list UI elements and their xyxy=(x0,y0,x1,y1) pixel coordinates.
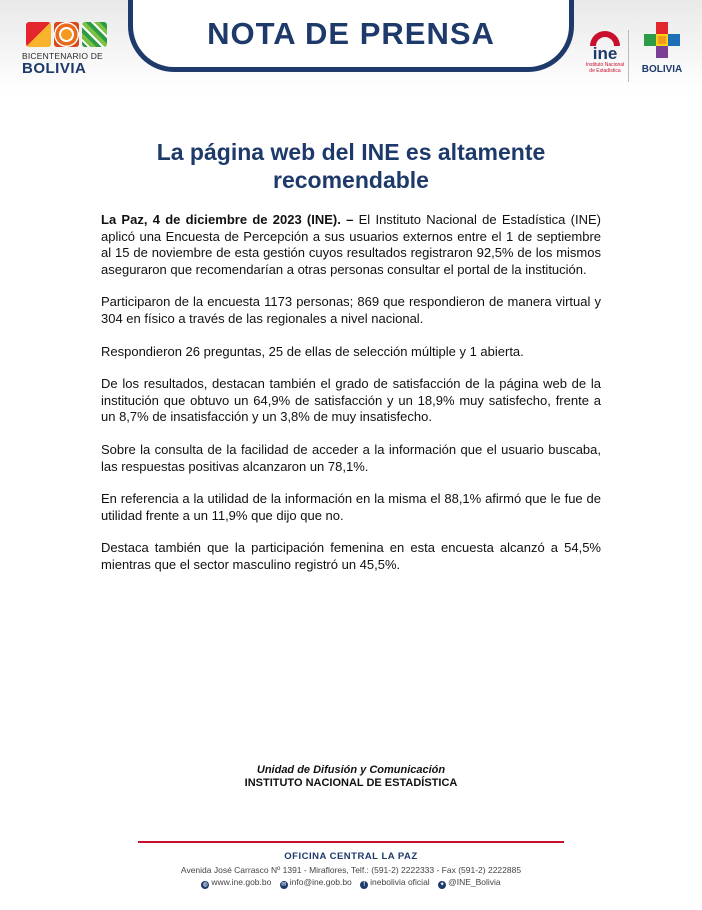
state-bolivia-logo xyxy=(632,22,692,86)
article-paragraph: Destaca también que la participación femenina en esta encuesta alcanzó a 54,5% mientras que el sector masculino registró un 45,5%. xyxy=(101,540,601,572)
bicentenario-emblem xyxy=(26,22,117,47)
bicentenario-emblem-spiral-icon xyxy=(54,22,79,47)
ine-logo-arc-icon xyxy=(584,26,626,48)
article-body xyxy=(101,212,601,590)
article-signature xyxy=(180,764,522,790)
bicentenario-title: BOLIVIA xyxy=(22,60,87,77)
footer-facebook-text: inebolivia oficial xyxy=(370,877,430,887)
footer-web-text: www.ine.gob.bo xyxy=(211,877,272,887)
article-dateline: La Paz, 4 de diciembre de 2023 (INE). – xyxy=(101,212,354,227)
footer-address: Avenida José Carrasco Nº 1391 - Miraflores, Telf.: (591-2) 2222333 - Fax (591-2) 2222885 xyxy=(180,865,522,875)
article-headline: La página web del INE es altamente recomendable xyxy=(156,139,546,193)
mail-icon: ✉ xyxy=(281,882,287,888)
bicentenario-logo xyxy=(22,22,117,84)
signature-institution: INSTITUTO NACIONAL DE ESTADÍSTICA xyxy=(244,777,458,789)
footer-links xyxy=(0,877,702,889)
globe-icon: ◍ xyxy=(202,882,208,888)
footer-twitter-link[interactable] xyxy=(438,877,501,889)
signature-unit: Unidad de Difusión y Comunicación xyxy=(256,764,446,776)
article-lead-paragraph xyxy=(101,212,601,278)
bicentenario-emblem-green-icon xyxy=(82,22,107,47)
footer-facebook-link[interactable] xyxy=(360,877,430,889)
article-paragraph: Sobre la consulta de la facilidad de acceder a la información que el usuario buscaba, las respuestas positivas alcanzaron un 78,1%. xyxy=(101,441,601,474)
page-header xyxy=(0,0,702,92)
ine-logo-word: ine xyxy=(592,44,618,63)
article-paragraph: En referencia a la utilidad de la información en la misma el 88,1% afirmó que le fue de utilidad frente a un 11,9% que dijo que no. xyxy=(101,491,601,523)
footer-web-link[interactable] xyxy=(201,877,271,889)
bicentenario-subtitle: BICENTENARIO DE xyxy=(22,51,103,61)
twitter-icon: ✦ xyxy=(439,882,445,888)
ine-logo-subtitle: Instituto Nacional de Estadística xyxy=(585,62,625,74)
facebook-icon: f xyxy=(360,881,368,889)
footer-office-title: OFICINA CENTRAL LA PAZ xyxy=(284,851,418,862)
press-release-banner xyxy=(128,0,574,72)
ine-logo xyxy=(584,26,626,86)
article-paragraph: Respondieron 26 preguntas, 25 de ellas de selección múltiple y 1 abierta. xyxy=(101,343,524,359)
logo-divider xyxy=(628,30,629,82)
article-paragraph: De los resultados, destacan también el grado de satisfacción de la página web de la institución que obtuvo un 64,9% de satisfacción y un 18,9% muy satisfecho, frente a un 8,7% de insatisfacción y un 3,8% de muy insatisfecho. xyxy=(101,376,601,425)
footer-twitter-text: @INE_Bolivia xyxy=(448,877,501,887)
footer-email-text: info@ine.gob.bo xyxy=(289,877,352,887)
bicentenario-emblem-red-icon xyxy=(26,22,51,47)
state-bolivia-title: BOLIVIA xyxy=(641,64,683,75)
article-lead-text: El Instituto Nacional de Estadística (INE) aplicó una Encuesta de Percepción a sus usuarios externos entre el 1 de septiembre al 15 de noviembre de esta gestión cuyos resultados registraron 92,5% de los mismos aseguraron que recomendarían a otras personas consultar el portal de la institución. xyxy=(101,212,601,277)
banner-title: NOTA DE PRENSA xyxy=(207,15,495,51)
footer-divider xyxy=(138,841,564,843)
footer-email-link[interactable] xyxy=(280,877,352,889)
article-paragraph: Participaron de la encuesta 1173 personas; 869 que respondieron de manera virtual y 304 en físico a través de las regionales a nivel nacional. xyxy=(101,294,601,326)
wiphala-emblem-icon xyxy=(644,22,680,58)
